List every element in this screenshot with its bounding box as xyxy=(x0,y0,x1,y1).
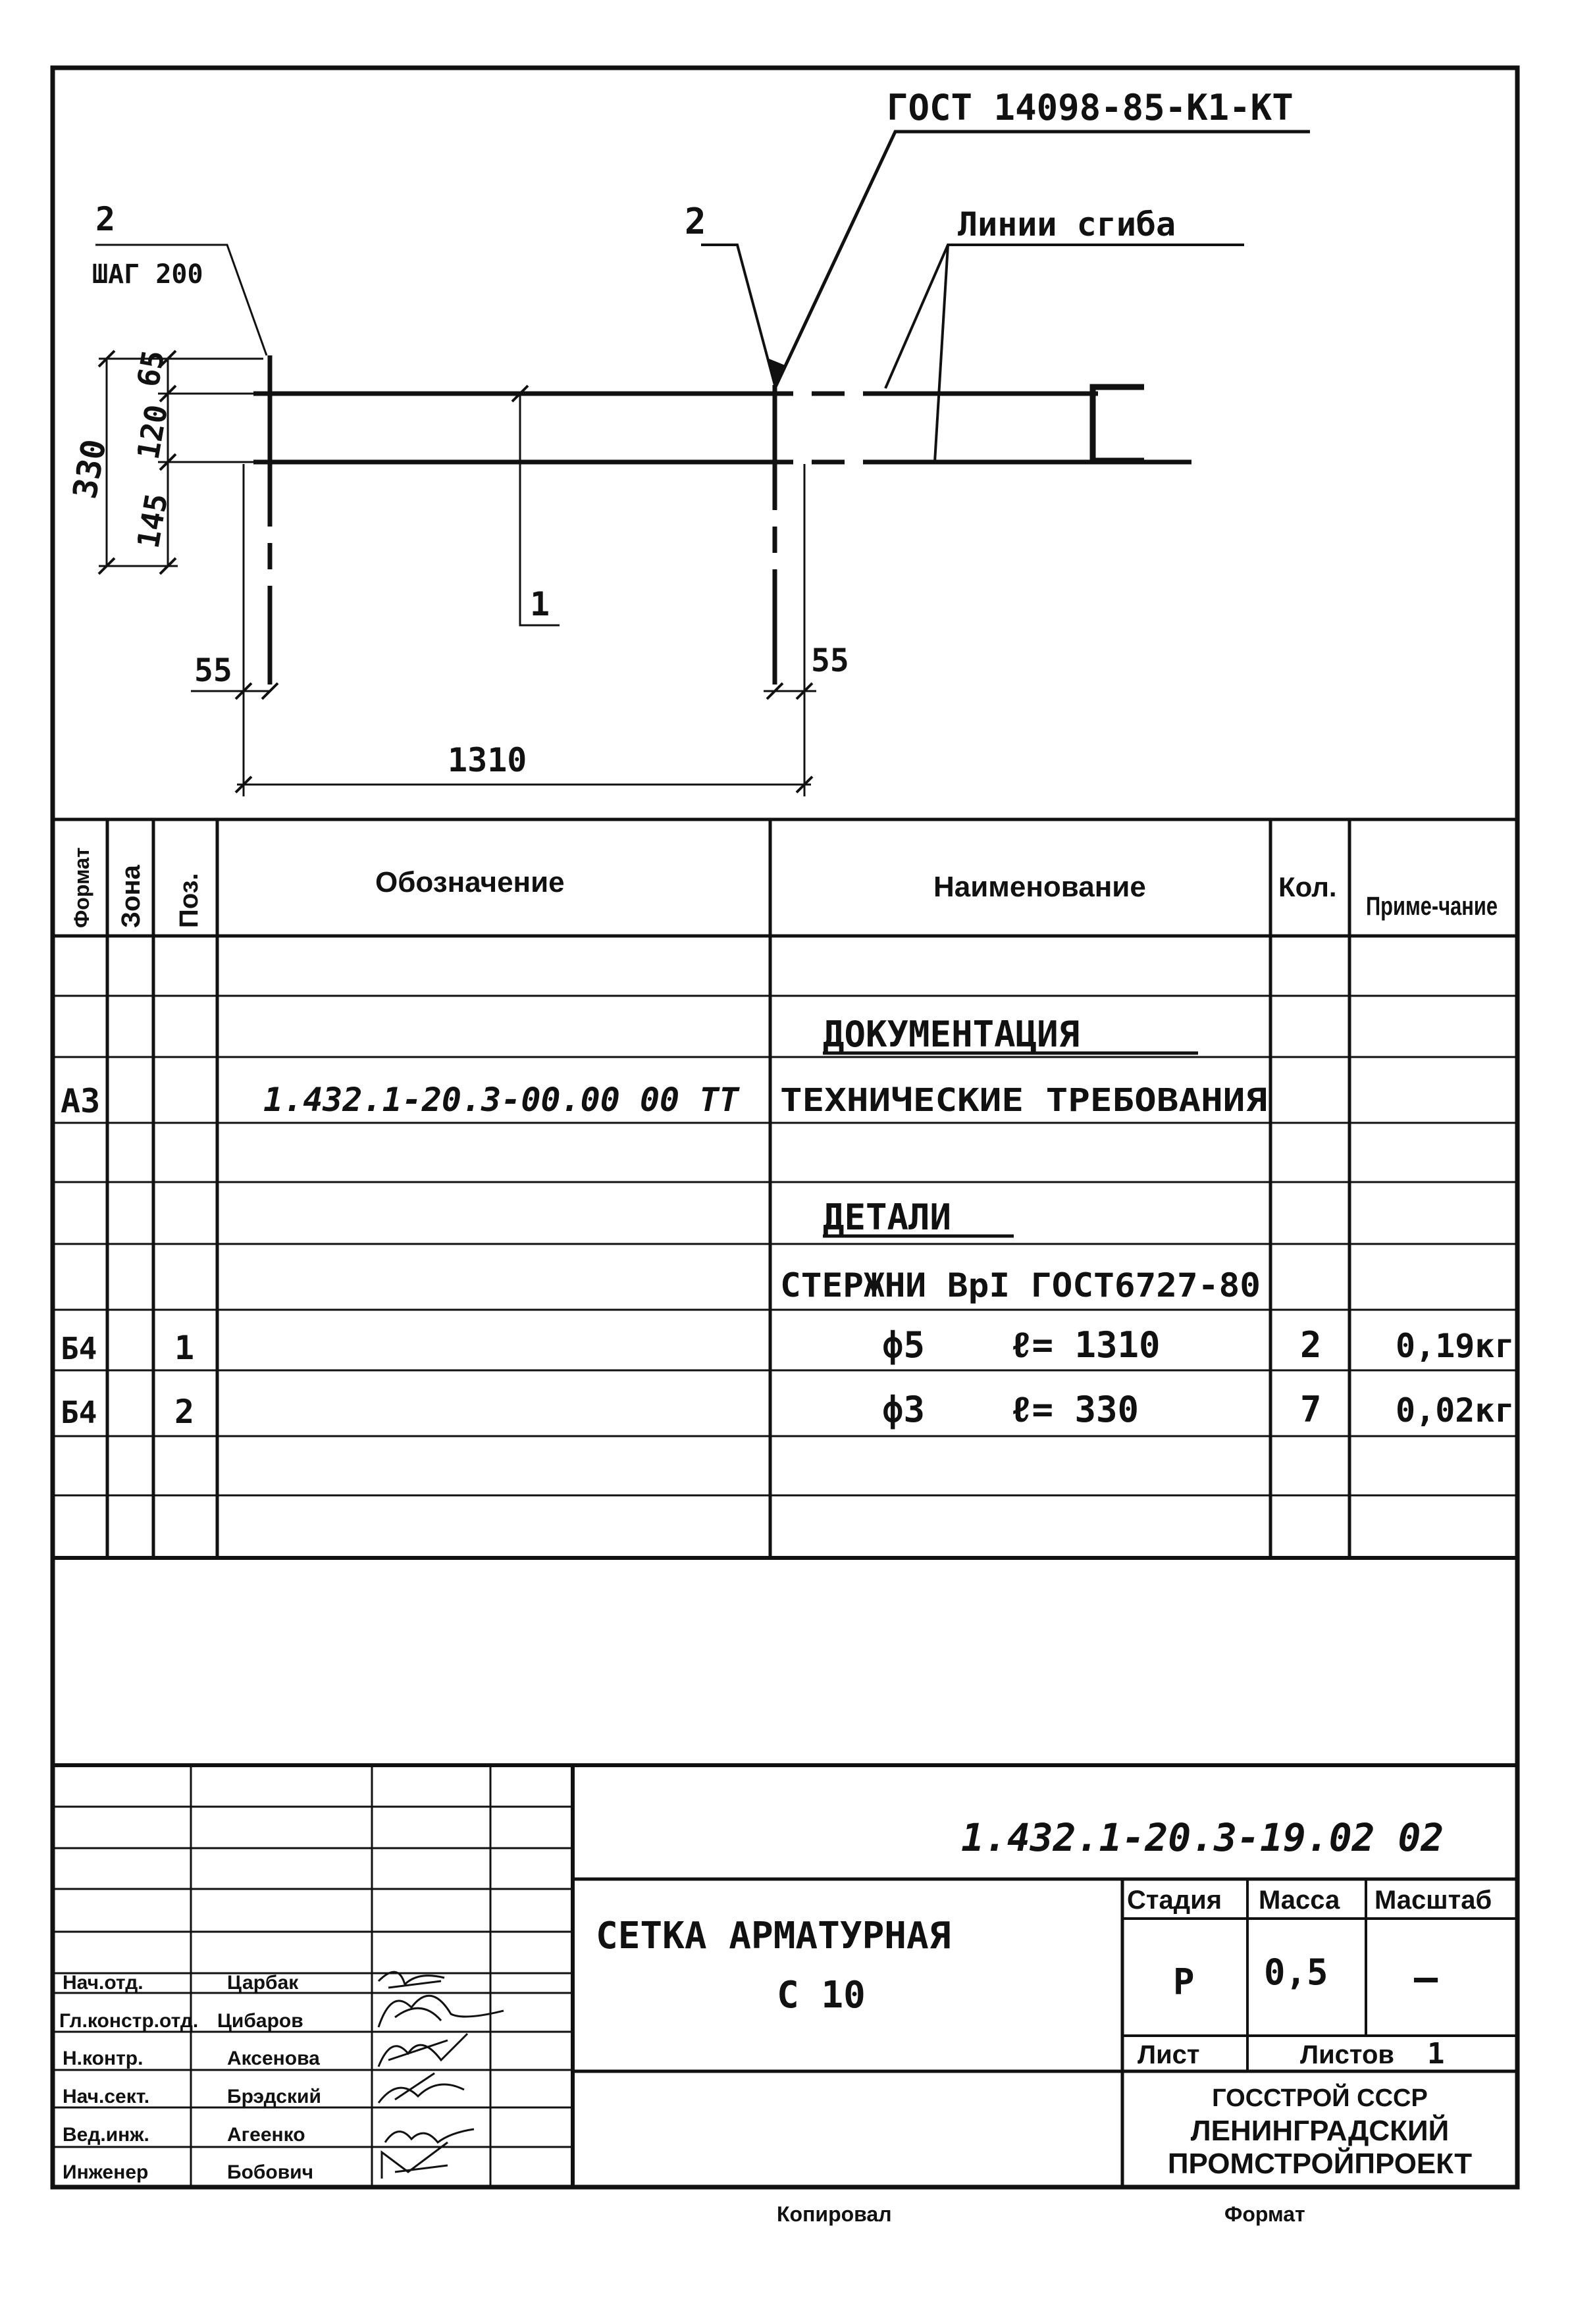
person-name: Брэдский xyxy=(227,2086,321,2107)
header-zone: Зона xyxy=(117,865,145,928)
row-qty: 7 xyxy=(1300,1389,1322,1430)
role: Инженер xyxy=(63,2161,149,2183)
org-line1: ГОССТРОЙ СССР xyxy=(1212,2084,1428,2112)
title-line2: С 10 xyxy=(777,1974,866,2017)
dim-length: 1310 xyxy=(448,741,527,779)
pos-center-label: 2 xyxy=(685,201,706,242)
spec-table xyxy=(53,819,1517,1558)
scale-label: Масштаб xyxy=(1374,1886,1492,1915)
dim-top: 65 xyxy=(130,347,172,390)
table-row xyxy=(780,1266,1261,1304)
table-row xyxy=(61,1081,1267,1120)
dim-middle: 120 xyxy=(130,401,175,462)
pos-bar-label: 1 xyxy=(530,585,550,623)
org-line3: ПРОМСТРОЙПРОЕКТ xyxy=(1167,2148,1473,2180)
row-pos: 2 xyxy=(174,1393,195,1431)
mass-value: 0,5 xyxy=(1264,1951,1328,1993)
bend-lines-label: Линии сгиба xyxy=(958,205,1176,244)
row-designation: 1.432.1-20.3-00.00 00 ТТ xyxy=(263,1081,739,1119)
doc-code: 1.432.1-20.3-19.02 02 xyxy=(961,1815,1444,1860)
scale-value: — xyxy=(1414,1955,1438,2001)
header-note: Приме-чание xyxy=(1366,892,1498,921)
stage-label: Стадия xyxy=(1127,1886,1222,1915)
section-docs: ДОКУМЕНТАЦИЯ xyxy=(823,1014,1080,1055)
dim-left-offset: 55 xyxy=(194,652,232,689)
row-name: ТЕХНИЧЕСКИЕ ТРЕБОВАНИЯ xyxy=(780,1082,1267,1119)
person-name: Бобович xyxy=(227,2161,314,2183)
footer-copied: Копировал xyxy=(777,2202,892,2226)
row-qty: 2 xyxy=(1300,1324,1322,1366)
sheets-label: Листов xyxy=(1300,2040,1394,2069)
row-pos: 1 xyxy=(174,1329,195,1367)
sheets-value: 1 xyxy=(1427,2037,1445,2071)
step-label: ШАГ 200 xyxy=(92,259,203,290)
dim-right-offset: 55 xyxy=(811,642,849,679)
footer-format: Формат xyxy=(1224,2202,1305,2226)
title-line1: СЕТКА АРМАТУРНАЯ xyxy=(596,1915,951,1957)
header-qty: Кол. xyxy=(1278,871,1337,902)
person-name: Агеенко xyxy=(227,2124,305,2146)
sheet-label: Лист xyxy=(1138,2040,1200,2069)
row-note: 0,19кг xyxy=(1396,1327,1515,1365)
header-name: Наименование xyxy=(933,871,1146,903)
header-pos: Поз. xyxy=(174,873,203,928)
org-line2: ЛЕНИНГРАДСКИЙ xyxy=(1190,2115,1450,2147)
row-format: A3 xyxy=(61,1082,101,1120)
role: Нач.отд. xyxy=(63,1972,144,1994)
row-format: Б4 xyxy=(61,1395,97,1430)
mass-label: Масса xyxy=(1259,1886,1340,1915)
row-format: Б4 xyxy=(61,1331,97,1366)
role: Нач.сект. xyxy=(63,2086,150,2107)
pos-left-label: 2 xyxy=(95,200,116,238)
sheet-frame xyxy=(53,68,1517,2187)
row-note: 0,02кг xyxy=(1396,1391,1515,1430)
dim-total-height: 330 xyxy=(65,436,114,502)
section-parts: ДЕТАЛИ xyxy=(823,1197,952,1238)
header-format: Формат xyxy=(70,847,93,928)
person-name: Цибаров xyxy=(217,2010,303,2032)
role: Н.контр. xyxy=(63,2048,144,2069)
gost-callout: ГОСТ 14098-85-К1-КТ xyxy=(887,87,1294,128)
stage-value: Р xyxy=(1173,1961,1195,2003)
table-row xyxy=(61,1389,1515,1431)
row-name: СТЕРЖНИ ВрI ГОСТ6727-80 xyxy=(780,1266,1261,1304)
header-designation: Обозначение xyxy=(375,866,565,898)
role: Вед.инж. xyxy=(63,2124,149,2146)
person-name: Аксенова xyxy=(227,2048,320,2069)
role: Гл.констр.отд. xyxy=(59,2010,199,2032)
dim-bottom: 145 xyxy=(130,490,175,551)
person-name: Царбак xyxy=(227,1972,299,1994)
row-name: ф3 ℓ= 330 xyxy=(882,1389,1139,1430)
row-name: ф5 ℓ= 1310 xyxy=(882,1324,1161,1366)
table-row xyxy=(61,1324,1515,1367)
